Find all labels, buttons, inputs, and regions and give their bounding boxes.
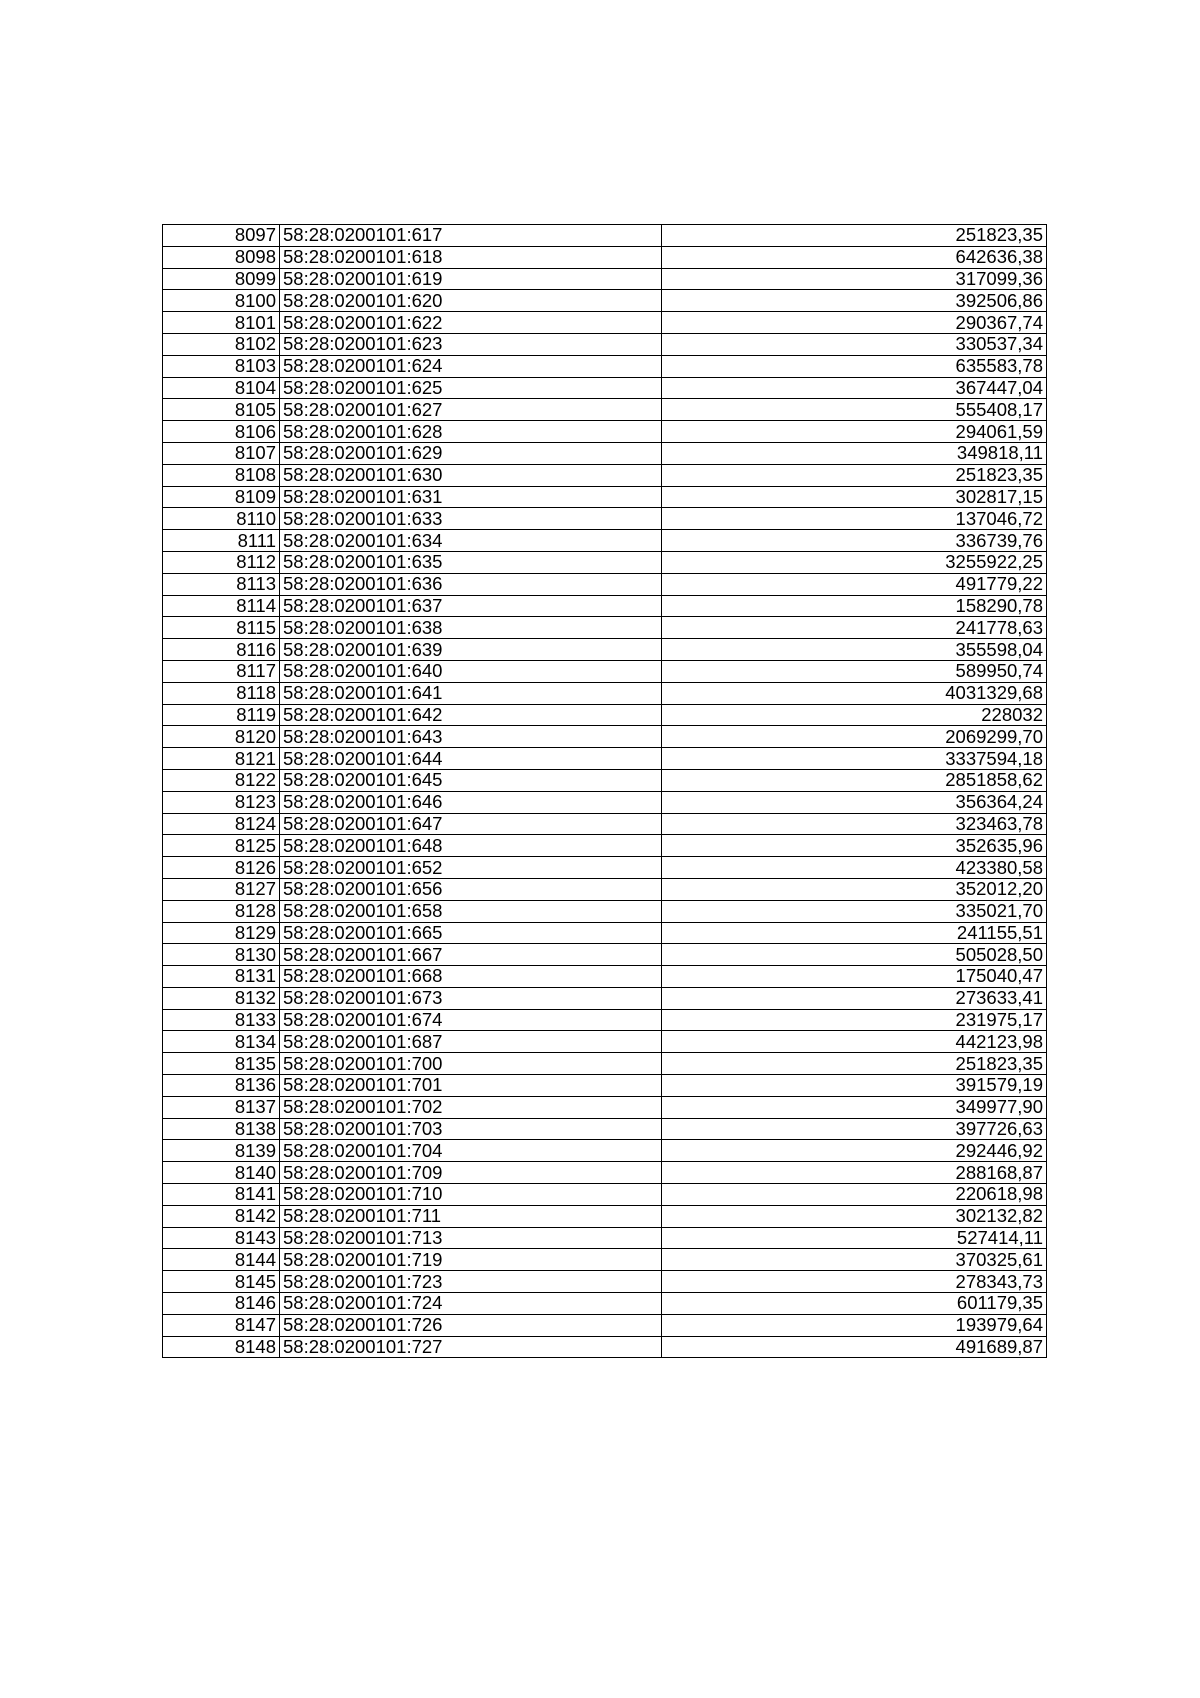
table-row [163,1009,1047,1031]
row-number-cell: 8120 [163,726,280,748]
cadastral-number-cell: 58:28:0200101:624 [280,355,662,377]
table-row [163,835,1047,857]
cadastral-number-cell: 58:28:0200101:617 [280,225,662,247]
row-number-cell: 8138 [163,1118,280,1140]
table-row [163,922,1047,944]
row-number-cell: 8129 [163,922,280,944]
table-row [163,1205,1047,1227]
table-row [163,639,1047,661]
table-row [163,1227,1047,1249]
row-number-cell: 8121 [163,748,280,770]
cadastral-value-cell: 442123,98 [662,1031,1047,1053]
cadastral-number-cell: 58:28:0200101:665 [280,922,662,944]
table-row [163,1271,1047,1293]
cadastral-number-cell: 58:28:0200101:702 [280,1096,662,1118]
cadastral-number-cell: 58:28:0200101:622 [280,312,662,334]
row-number-cell: 8104 [163,377,280,399]
table-row [163,704,1047,726]
cadastral-number-cell: 58:28:0200101:724 [280,1293,662,1315]
cadastral-value-cell: 391579,19 [662,1075,1047,1097]
cadastral-value-cell: 302132,82 [662,1205,1047,1227]
row-number-cell: 8136 [163,1075,280,1097]
row-number-cell: 8098 [163,246,280,268]
cadastral-value-cell: 397726,63 [662,1118,1047,1140]
row-number-cell: 8115 [163,617,280,639]
cadastral-value-cell: 352012,20 [662,878,1047,900]
cadastral-number-cell: 58:28:0200101:652 [280,857,662,879]
row-number-cell: 8102 [163,333,280,355]
table-row [163,573,1047,595]
cadastral-value-cell: 302817,15 [662,486,1047,508]
table-row [163,551,1047,573]
cadastral-value-cell: 193979,64 [662,1314,1047,1336]
table-row [163,1336,1047,1358]
cadastral-value-cell: 336739,76 [662,530,1047,552]
row-number-cell: 8107 [163,442,280,464]
cadastral-number-cell: 58:28:0200101:668 [280,966,662,988]
table-row [163,1249,1047,1271]
cadastral-number-cell: 58:28:0200101:711 [280,1205,662,1227]
row-number-cell: 8105 [163,399,280,421]
cadastral-value-cell: 589950,74 [662,660,1047,682]
cadastral-number-cell: 58:28:0200101:709 [280,1162,662,1184]
row-number-cell: 8147 [163,1314,280,1336]
cadastral-number-cell: 58:28:0200101:627 [280,399,662,421]
row-number-cell: 8100 [163,290,280,312]
row-number-cell: 8117 [163,660,280,682]
table-row [163,1118,1047,1140]
cadastral-value-cell: 317099,36 [662,268,1047,290]
cadastral-value-cell: 241778,63 [662,617,1047,639]
cadastral-value-table [162,224,1047,1358]
cadastral-number-cell: 58:28:0200101:638 [280,617,662,639]
cadastral-number-cell: 58:28:0200101:658 [280,900,662,922]
row-number-cell: 8109 [163,486,280,508]
cadastral-number-cell: 58:28:0200101:628 [280,421,662,443]
cadastral-number-cell: 58:28:0200101:713 [280,1227,662,1249]
cadastral-number-cell: 58:28:0200101:656 [280,878,662,900]
cadastral-value-cell: 273633,41 [662,987,1047,1009]
cadastral-value-cell: 335021,70 [662,900,1047,922]
cadastral-number-cell: 58:28:0200101:704 [280,1140,662,1162]
cadastral-value-cell: 251823,35 [662,1053,1047,1075]
cadastral-number-cell: 58:28:0200101:727 [280,1336,662,1358]
table-row [163,987,1047,1009]
cadastral-number-cell: 58:28:0200101:723 [280,1271,662,1293]
cadastral-value-cell: 635583,78 [662,355,1047,377]
row-number-cell: 8112 [163,551,280,573]
table-row [163,486,1047,508]
table-row [163,1184,1047,1206]
cadastral-number-cell: 58:28:0200101:633 [280,508,662,530]
row-number-cell: 8106 [163,421,280,443]
cadastral-number-cell: 58:28:0200101:619 [280,268,662,290]
cadastral-value-cell: 423380,58 [662,857,1047,879]
table-row [163,1053,1047,1075]
table-row [163,1162,1047,1184]
cadastral-number-cell: 58:28:0200101:641 [280,682,662,704]
cadastral-number-cell: 58:28:0200101:703 [280,1118,662,1140]
row-number-cell: 8130 [163,944,280,966]
row-number-cell: 8128 [163,900,280,922]
cadastral-number-cell: 58:28:0200101:687 [280,1031,662,1053]
table-row [163,508,1047,530]
cadastral-value-cell: 555408,17 [662,399,1047,421]
cadastral-number-cell: 58:28:0200101:726 [280,1314,662,1336]
table-row [163,377,1047,399]
cadastral-value-cell: 349818,11 [662,442,1047,464]
row-number-cell: 8145 [163,1271,280,1293]
cadastral-value-cell: 370325,61 [662,1249,1047,1271]
table-row [163,442,1047,464]
table-row [163,1314,1047,1336]
cadastral-number-cell: 58:28:0200101:673 [280,987,662,1009]
cadastral-value-cell: 231975,17 [662,1009,1047,1031]
cadastral-number-cell: 58:28:0200101:645 [280,769,662,791]
cadastral-value-cell: 3337594,18 [662,748,1047,770]
table-row [163,769,1047,791]
cadastral-number-cell: 58:28:0200101:719 [280,1249,662,1271]
cadastral-number-cell: 58:28:0200101:637 [280,595,662,617]
cadastral-value-cell: 290367,74 [662,312,1047,334]
table-row [163,225,1047,247]
table-row [163,290,1047,312]
cadastral-value-cell: 288168,87 [662,1162,1047,1184]
cadastral-number-cell: 58:28:0200101:646 [280,791,662,813]
cadastral-number-cell: 58:28:0200101:635 [280,551,662,573]
cadastral-value-cell: 251823,35 [662,464,1047,486]
cadastral-value-cell: 3255922,25 [662,551,1047,573]
cadastral-value-cell: 2069299,70 [662,726,1047,748]
table-row [163,1096,1047,1118]
cadastral-number-cell: 58:28:0200101:631 [280,486,662,508]
cadastral-number-cell: 58:28:0200101:667 [280,944,662,966]
table-row [163,464,1047,486]
table-row [163,1031,1047,1053]
row-number-cell: 8135 [163,1053,280,1075]
row-number-cell: 8142 [163,1205,280,1227]
table-row [163,595,1047,617]
cadastral-number-cell: 58:28:0200101:618 [280,246,662,268]
table-row [163,268,1047,290]
cadastral-number-cell: 58:28:0200101:643 [280,726,662,748]
cadastral-value-cell: 367447,04 [662,377,1047,399]
row-number-cell: 8148 [163,1336,280,1358]
table-row [163,791,1047,813]
row-number-cell: 8103 [163,355,280,377]
cadastral-number-cell: 58:28:0200101:640 [280,660,662,682]
row-number-cell: 8101 [163,312,280,334]
table-row [163,726,1047,748]
cadastral-value-cell: 505028,50 [662,944,1047,966]
table-row [163,312,1047,334]
cadastral-value-cell: 330537,34 [662,333,1047,355]
table-row [163,355,1047,377]
cadastral-value-cell: 2851858,62 [662,769,1047,791]
row-number-cell: 8134 [163,1031,280,1053]
row-number-cell: 8123 [163,791,280,813]
cadastral-value-cell: 278343,73 [662,1271,1047,1293]
row-number-cell: 8139 [163,1140,280,1162]
cadastral-value-cell: 137046,72 [662,508,1047,530]
cadastral-value-cell: 642636,38 [662,246,1047,268]
cadastral-number-cell: 58:28:0200101:674 [280,1009,662,1031]
cadastral-value-cell: 294061,59 [662,421,1047,443]
table-row [163,682,1047,704]
row-number-cell: 8133 [163,1009,280,1031]
row-number-cell: 8110 [163,508,280,530]
table-row [163,900,1047,922]
cadastral-value-cell: 158290,78 [662,595,1047,617]
table-row [163,748,1047,770]
cadastral-number-cell: 58:28:0200101:629 [280,442,662,464]
cadastral-number-cell: 58:28:0200101:636 [280,573,662,595]
row-number-cell: 8132 [163,987,280,1009]
cadastral-value-cell: 323463,78 [662,813,1047,835]
table-row [163,333,1047,355]
table-row [163,1140,1047,1162]
row-number-cell: 8137 [163,1096,280,1118]
row-number-cell: 8097 [163,225,280,247]
row-number-cell: 8116 [163,639,280,661]
row-number-cell: 8131 [163,966,280,988]
table-row [163,246,1047,268]
cadastral-value-cell: 241155,51 [662,922,1047,944]
cadastral-number-cell: 58:28:0200101:701 [280,1075,662,1097]
row-number-cell: 8099 [163,268,280,290]
cadastral-number-cell: 58:28:0200101:644 [280,748,662,770]
row-number-cell: 8108 [163,464,280,486]
cadastral-value-cell: 228032 [662,704,1047,726]
row-number-cell: 8127 [163,878,280,900]
cadastral-number-cell: 58:28:0200101:625 [280,377,662,399]
cadastral-value-cell: 220618,98 [662,1184,1047,1206]
cadastral-value-cell: 355598,04 [662,639,1047,661]
table-body [163,225,1047,1358]
cadastral-value-cell: 392506,86 [662,290,1047,312]
row-number-cell: 8111 [163,530,280,552]
cadastral-value-cell: 491779,22 [662,573,1047,595]
cadastral-value-cell: 292446,92 [662,1140,1047,1162]
cadastral-number-cell: 58:28:0200101:620 [280,290,662,312]
table-row [163,878,1047,900]
table-row [163,813,1047,835]
row-number-cell: 8144 [163,1249,280,1271]
cadastral-value-cell: 251823,35 [662,225,1047,247]
table-row [163,944,1047,966]
table-row [163,1293,1047,1315]
cadastral-number-cell: 58:28:0200101:623 [280,333,662,355]
row-number-cell: 8118 [163,682,280,704]
table-row [163,421,1047,443]
table-row [163,966,1047,988]
cadastral-value-cell: 175040,47 [662,966,1047,988]
table-row [163,617,1047,639]
row-number-cell: 8140 [163,1162,280,1184]
table-row [163,857,1047,879]
row-number-cell: 8119 [163,704,280,726]
cadastral-value-cell: 527414,11 [662,1227,1047,1249]
cadastral-number-cell: 58:28:0200101:642 [280,704,662,726]
table-row [163,399,1047,421]
cadastral-number-cell: 58:28:0200101:710 [280,1184,662,1206]
cadastral-value-cell: 349977,90 [662,1096,1047,1118]
row-number-cell: 8124 [163,813,280,835]
row-number-cell: 8146 [163,1293,280,1315]
cadastral-number-cell: 58:28:0200101:630 [280,464,662,486]
row-number-cell: 8125 [163,835,280,857]
table-row [163,530,1047,552]
cadastral-number-cell: 58:28:0200101:639 [280,639,662,661]
row-number-cell: 8122 [163,769,280,791]
row-number-cell: 8126 [163,857,280,879]
row-number-cell: 8114 [163,595,280,617]
cadastral-number-cell: 58:28:0200101:700 [280,1053,662,1075]
table-row [163,660,1047,682]
cadastral-value-cell: 4031329,68 [662,682,1047,704]
cadastral-value-cell: 352635,96 [662,835,1047,857]
cadastral-value-cell: 356364,24 [662,791,1047,813]
row-number-cell: 8141 [163,1184,280,1206]
cadastral-number-cell: 58:28:0200101:634 [280,530,662,552]
table-row [163,1075,1047,1097]
row-number-cell: 8113 [163,573,280,595]
cadastral-number-cell: 58:28:0200101:648 [280,835,662,857]
cadastral-number-cell: 58:28:0200101:647 [280,813,662,835]
cadastral-value-cell: 601179,35 [662,1293,1047,1315]
cadastral-value-cell: 491689,87 [662,1336,1047,1358]
row-number-cell: 8143 [163,1227,280,1249]
